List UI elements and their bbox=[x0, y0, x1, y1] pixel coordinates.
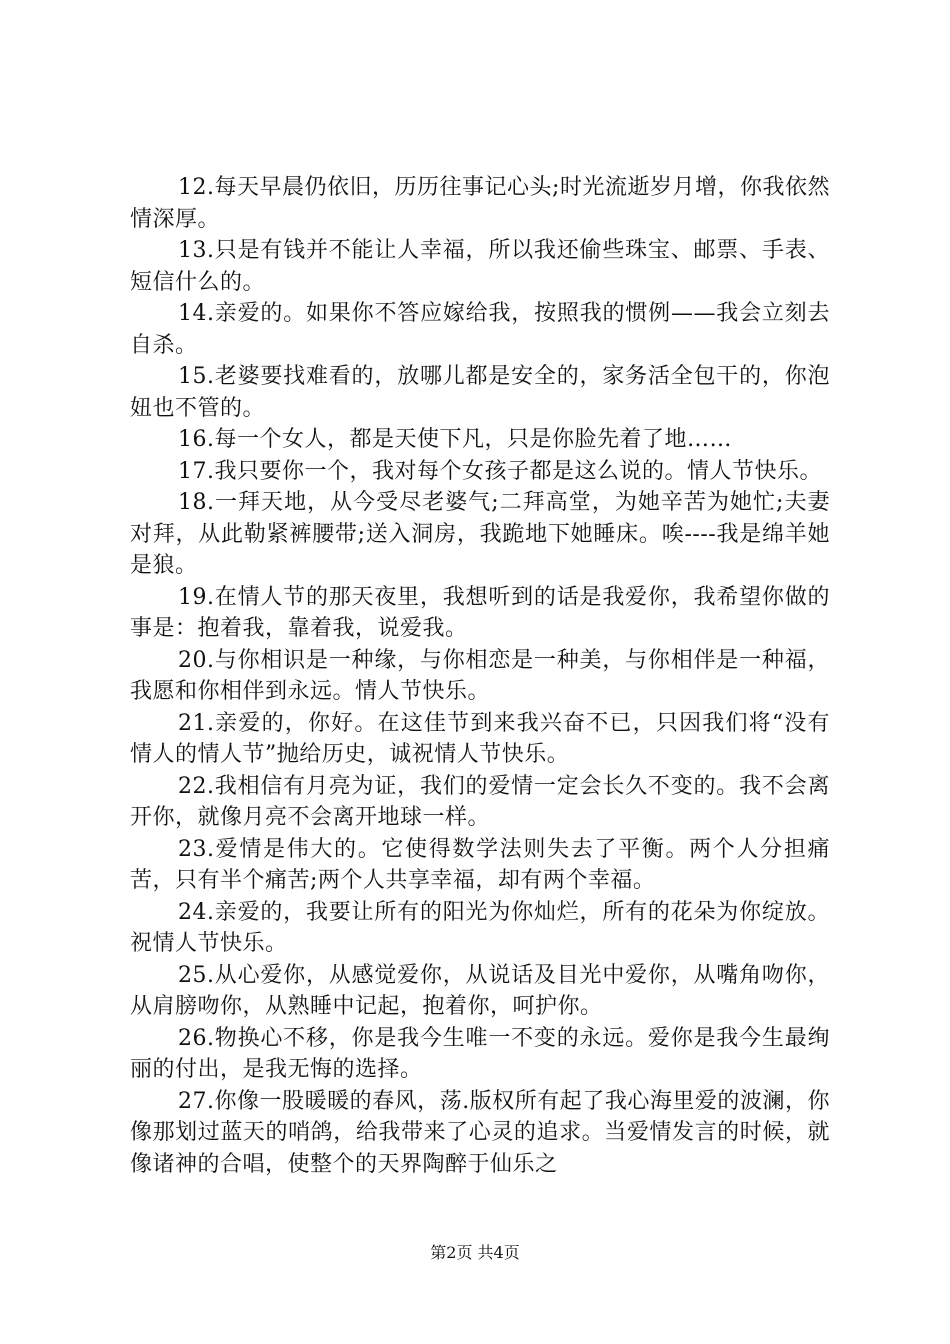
paragraph-20: 20.与你相识是一种缘，与你相恋是一种美，与你相伴是一种福，我愿和你相伴到永远。情人节快乐。 bbox=[130, 647, 830, 704]
paragraph-12: 12.每天早晨仍依旧，历历往事记心头;时光流逝岁月增，你我依然情深厚。 bbox=[130, 175, 830, 232]
paragraph-26: 26.物换心不移，你是我今生唯一不变的永远。爱你是我今生最绚丽的付出，是我无悔的选择。 bbox=[130, 1025, 830, 1082]
paragraph-15: 15.老婆要找难看的，放哪儿都是安全的，家务活全包干的，你泡妞也不管的。 bbox=[130, 364, 830, 421]
paragraph-21: 21.亲爱的，你好。在这佳节到来我兴奋不已，只因我们将“没有情人的情人节”抛给历史，诚祝情人节快乐。 bbox=[130, 710, 830, 767]
page-footer: 第2页 共4页 bbox=[430, 1243, 520, 1262]
document-body bbox=[130, 172, 830, 1180]
paragraph-24: 24.亲爱的，我要让所有的阳光为你灿烂，所有的花朵为你绽放。祝情人节快乐。 bbox=[130, 899, 830, 956]
paragraph-13: 13.只是有钱并不能让人幸福，所以我还偷些珠宝、邮票、手表、短信什么的。 bbox=[130, 238, 830, 295]
paragraph-19: 19.在情人节的那天夜里，我想听到的话是我爱你，我希望你做的事是：抱着我，靠着我，说爱我。 bbox=[130, 584, 830, 641]
paragraph-14: 14.亲爱的。如果你不答应嫁给我，按照我的惯例——我会立刻去自杀。 bbox=[130, 301, 830, 358]
paragraph-22: 22.我相信有月亮为证，我们的爱情一定会长久不变的。我不会离开你，就像月亮不会离开地球一样。 bbox=[130, 773, 830, 830]
paragraph-17: 17.我只要你一个，我对每个女孩子都是这么说的。情人节快乐。 bbox=[178, 458, 822, 484]
paragraph-23: 23.爱情是伟大的。它使得数学法则失去了平衡。两个人分担痛苦，只有半个痛苦;两个人共享幸福，却有两个幸福。 bbox=[130, 836, 830, 893]
paragraph-18: 18.一拜天地，从今受尽老婆气;二拜高堂，为她辛苦为她忙;夫妻对拜，从此勒紧裤腰带;送入洞房，我跪地下她睡床。唉----我是绵羊她是狼。 bbox=[130, 490, 830, 578]
paragraph-16: 16.每一个女人，都是天使下凡，只是你脸先着了地…… bbox=[178, 427, 732, 452]
paragraph-27: 27.你像一股暖暖的春风，荡.版权所有起了我心海里爱的波澜，你像那划过蓝天的哨鸽，给我带来了心灵的追求。当爱情发言的时候，就像诸神的合唱，使整个的天界陶醉于仙乐之 bbox=[130, 1088, 830, 1177]
paragraph-25: 25.从心爱你，从感觉爱你，从说话及目光中爱你，从嘴角吻你，从肩膀吻你，从熟睡中记起，抱着你，呵护你。 bbox=[130, 962, 830, 1019]
